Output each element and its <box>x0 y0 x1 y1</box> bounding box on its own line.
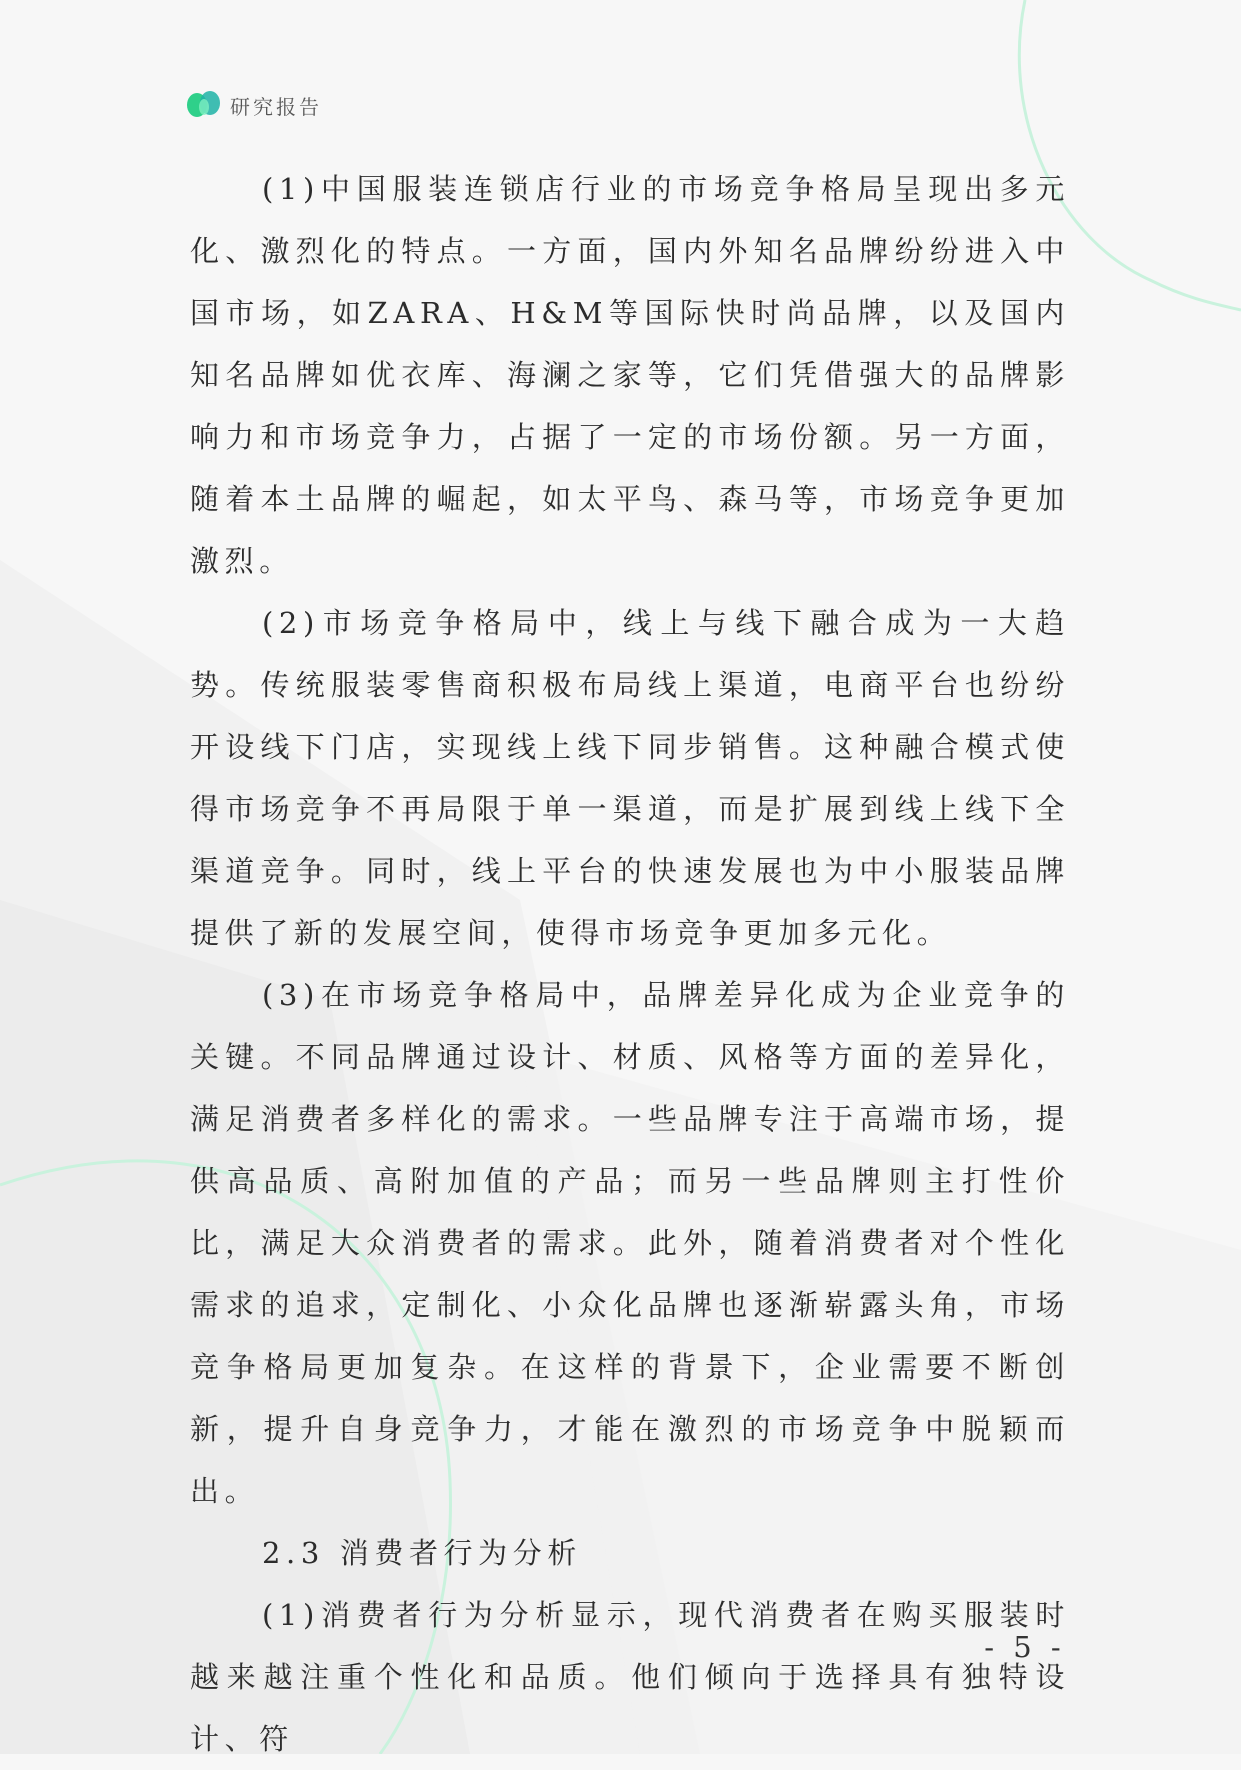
header-title: 研究报告 <box>230 94 322 119</box>
paragraph-online-offline: (2)市场竞争格局中，线上与线下融合成为一大趋势。传统服装零售商积极布局线上渠道，电商平台也纷纷开设线下门店，实现线上线下同步销售。这种融合模式使得市场竞争不再局限于单一渠道，而是扩展到线上线下全渠道竞争。同时，线上平台的快速发展也为中小服装品牌提供了新的发展空间，使得市场竞争更加多元化。 <box>190 606 1070 950</box>
paragraph-market-structure: (1)中国服装连锁店行业的市场竞争格局呈现出多元化、激烈化的特点。一方面，国内外知名品牌纷纷进入中国市场，如ZARA、H&M等国际快时尚品牌，以及国内知名品牌如优衣库、海澜之家等，它们凭借强大的品牌影响力和市场竞争力，占据了一定的市场份额。另一方面，随着本土品牌的崛起，如太平鸟、森马等，市场竞争更加激烈。 <box>190 172 1070 578</box>
document-body <box>190 158 1070 1770</box>
paragraph-brand-differentiation: (3)在市场竞争格局中，品牌差异化成为企业竞争的关键。不同品牌通过设计、材质、风格等方面的差异化，满足消费者多样化的需求。一些品牌专注于高端市场，提供高品质、高附加值的产品；而另一些品牌则主打性价比，满足大众消费者的需求。此外，随着消费者对个性化需求的追求，定制化、小众化品牌也逐渐崭露头角，市场竞争格局更加复杂。在这样的背景下，企业需要不断创新，提升自身竞争力，才能在激烈的市场竞争中脱颖而出。 <box>190 978 1070 1508</box>
paragraph-consumer-behavior: (1)消费者行为分析显示，现代消费者在购买服装时越来越注重个性化和品质。他们倾向于选择具有独特设计、符 <box>190 1598 1070 1756</box>
report-header <box>186 88 322 122</box>
section-heading: 2.3 消费者行为分析 <box>262 1536 582 1570</box>
brand-logo-icon <box>186 88 222 122</box>
page-number: - 5 - <box>984 1630 1066 1664</box>
